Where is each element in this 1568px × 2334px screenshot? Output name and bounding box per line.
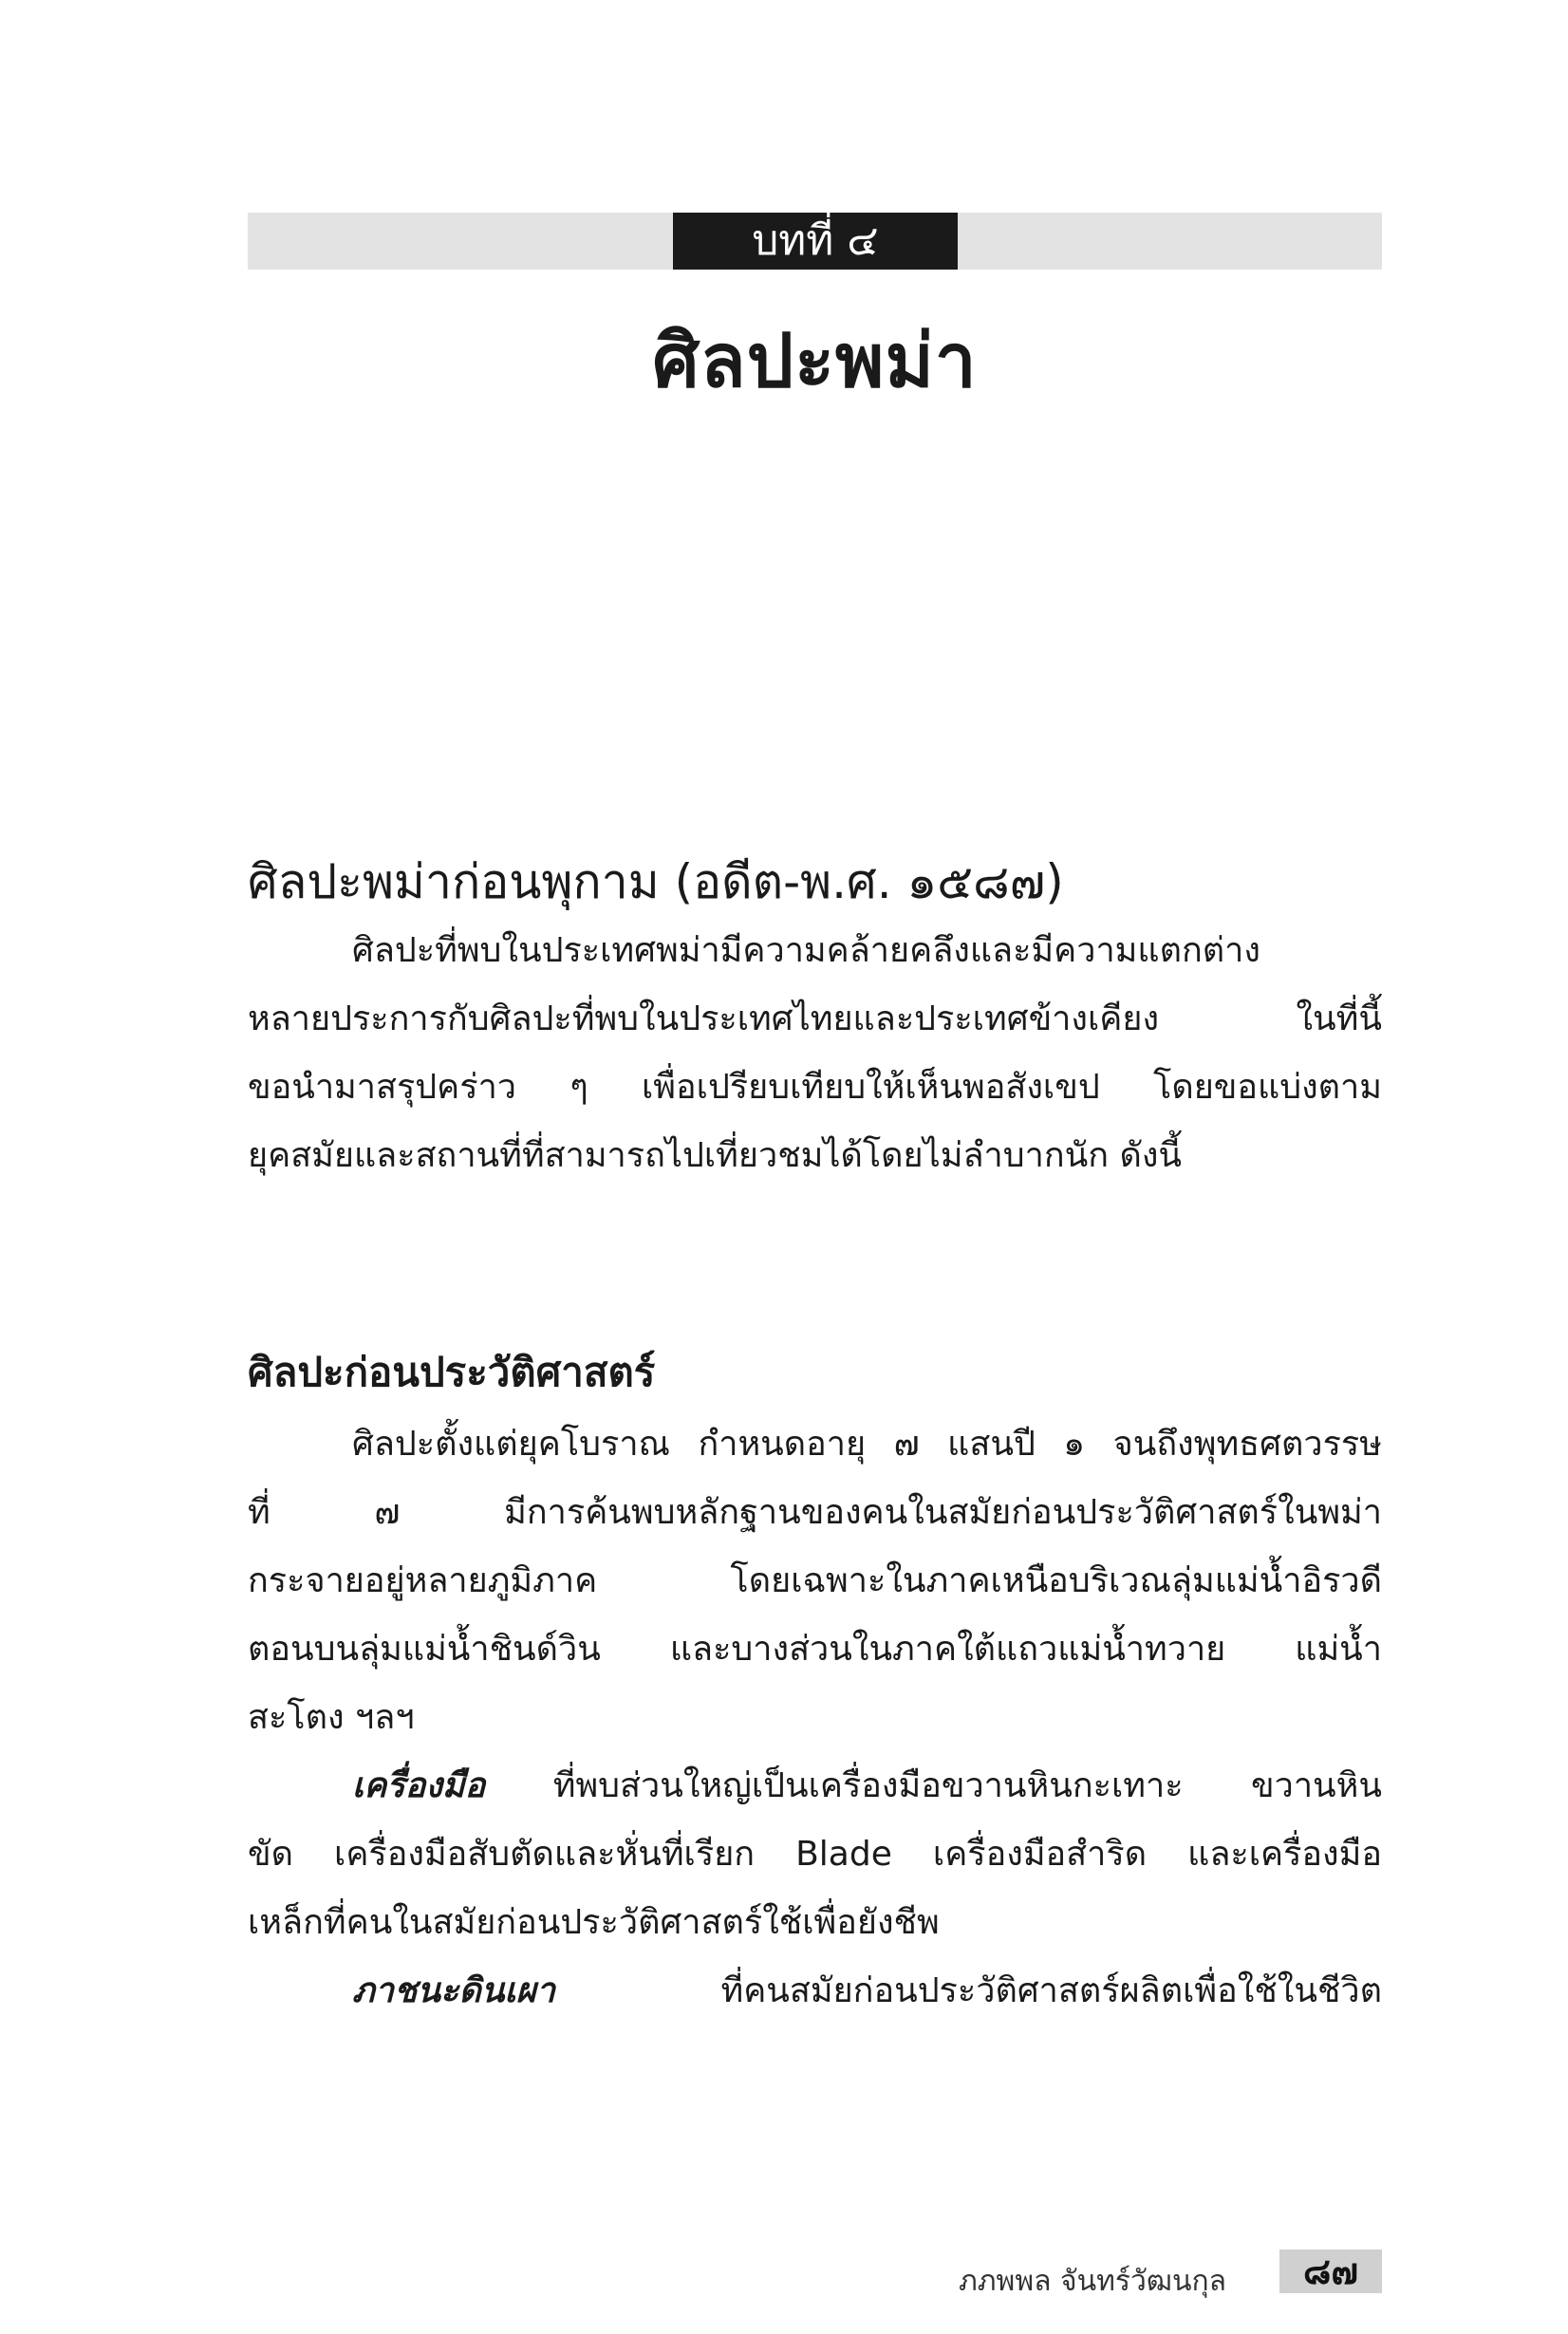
prehistoric-paragraph [248,1410,1382,1752]
chapter-title: ศิลปะพม่า [652,319,978,404]
paragraph-line: ตอนบนลุ่มแม่น้ำชินด์วิน และบางส่วนในภาคใต้แถวแม่น้ำทวาย แม่น้ำ [248,1630,1382,1669]
tools-line1-text: ที่พบส่วนใหญ่เป็นเครื่องมือขวานหินกะเทาะ ขวานหิน [485,1766,1382,1805]
paragraph-line: ขอนำมาสรุปคร่าว ๆ เพื่อเปรียบเทียบให้เห็นพอสังเขป โดยขอแบ่งตาม [248,1068,1382,1107]
tools-term: เครื่องมือ [352,1766,486,1805]
paragraph-line: ศิลปะตั้งแต่ยุคโบราณ กำหนดอายุ ๗ แสนปี ๑ จนถึงพุทธศตวรรษ [352,1425,1382,1464]
paragraph-line: ขัด เครื่องมือสับตัดและหั่นที่เรียก Blade เครื่องมือสำริด และเครื่องมือ [248,1835,1382,1874]
chapter-band [248,213,1382,270]
footer-author: ภภพพล จันทร์วัฒนกุล [959,2265,1226,2298]
paragraph-line: เหล็กที่คนในสมัยก่อนประวัติศาสตร์ใช้เพื่อยังชีพ [248,1903,940,1942]
paragraph-line [248,1752,1382,1821]
subsection-heading: ศิลปะก่อนประวัติศาสตร์ [248,1349,656,1395]
paragraph-line: ที่ ๗ มีการค้นพบหลักฐานของคนในสมัยก่อนประวัติศาสตร์ในพม่า [248,1493,1382,1532]
tools-paragraph [248,1752,1382,1957]
paragraph-line: กระจายอยู่หลายภูมิภาค โดยเฉพาะในภาคเหนือบริเวณลุ่มแม่น้ำอิรวดี [248,1561,1382,1600]
paragraph-line: ศิลปะที่พบในประเทศพม่ามีความคล้ายคลึงและมีความแตกต่าง [352,931,1260,970]
chapter-label: บทที่ ๔ [673,213,958,270]
paragraph-line: ยุคสมัยและสถานที่ที่สามารถไปเที่ยวชมได้โดยไม่ลำบากนัก ดังนี้ [248,1136,1183,1175]
pottery-line1-text: ที่คนสมัยก่อนประวัติศาสตร์ผลิตเพื่อใช้ในชีวิต [554,1971,1382,2010]
paragraph-line [248,1957,1382,2026]
intro-paragraph [248,917,1382,1190]
pottery-paragraph [248,1957,1382,2026]
page-number: ๘๗ [1279,2250,1382,2293]
pottery-term: ภาชนะดินเผา [352,1971,555,2010]
section-heading: ศิลปะพม่าก่อนพุกาม (อดีต-พ.ศ. ๑๕๘๗) [248,854,1064,909]
paragraph-line: สะโตง ฯลฯ [248,1698,415,1737]
paragraph-line: หลายประการกับศิลปะที่พบในประเทศไทยและประเทศข้างเคียง ในที่นี้ [248,999,1382,1038]
